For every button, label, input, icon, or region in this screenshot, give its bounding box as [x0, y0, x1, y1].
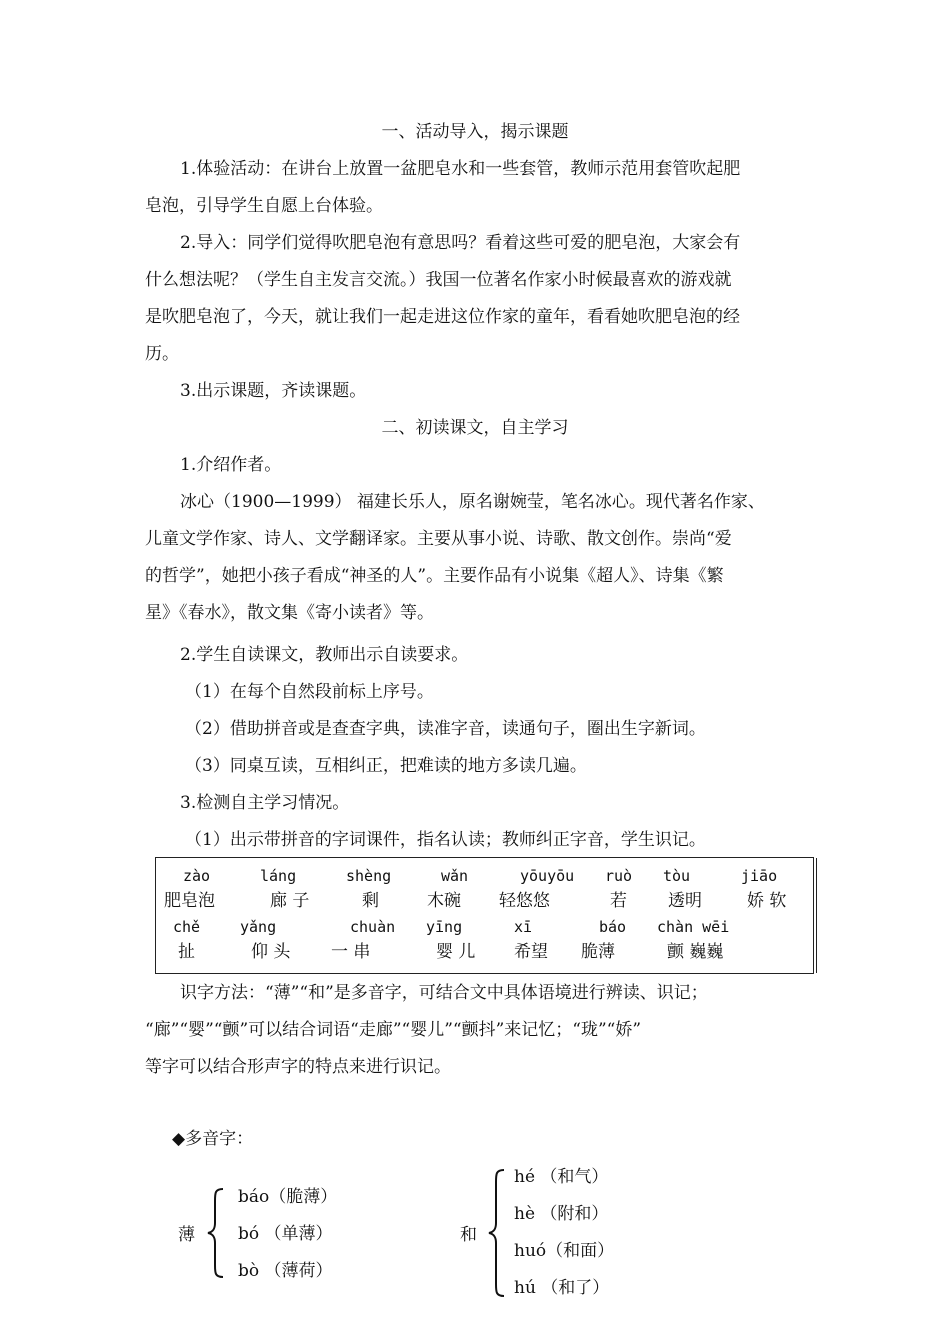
- vocab-word: 廊 子: [270, 891, 310, 911]
- author-intro: 儿童文学作家、诗人、文学翻译家。主要从事小说、诗歌、散文创作。崇尚“爱: [145, 529, 732, 549]
- vocab-word: 透明: [668, 891, 702, 911]
- vocab-word: 剩: [362, 891, 379, 911]
- brace-icon: [205, 1187, 227, 1279]
- pinyin-label: láng: [260, 867, 297, 885]
- polyphone-reading: huó（和面）: [514, 1241, 615, 1261]
- brace-icon: [486, 1168, 508, 1298]
- vocab-word: 婴 儿: [436, 942, 476, 962]
- section-heading-1: 一、活动导入，揭示课题: [381, 122, 569, 142]
- paragraph: 3.出示课题，齐读课题。: [180, 381, 367, 401]
- vocab-word: 颤 巍巍: [667, 942, 724, 962]
- pinyin-label: jiāo: [741, 867, 778, 885]
- pinyin-label: yīng: [426, 918, 463, 936]
- vocab-word: 肥皂泡: [164, 891, 215, 911]
- paragraph: 3.检测自主学习情况。: [180, 793, 350, 813]
- paragraph: 1.体验活动：在讲台上放置一盆肥皂水和一些套管，教师示范用套管吹起肥: [180, 159, 741, 179]
- paragraph: 是吹肥皂泡了，今天，就让我们一起走进这位作家的童年，看看她吹肥皂泡的经: [145, 307, 740, 327]
- vocab-word: 若: [610, 891, 627, 911]
- vocab-word: 仰 头: [251, 942, 291, 962]
- paragraph: 历。: [145, 344, 179, 364]
- requirement-item: （2）借助拼音或是查查字典，读准字音，读通句子，圈出生字新词。: [185, 719, 706, 739]
- pinyin-label: yōuyōu: [520, 867, 575, 885]
- pinyin-label: chě: [173, 918, 201, 936]
- polyphone-title: ◆多音字：: [172, 1129, 254, 1149]
- vocab-box: [155, 857, 814, 974]
- requirement-item: （1）在每个自然段前标上序号。: [185, 682, 434, 702]
- vocab-word: 一 串: [331, 942, 371, 962]
- paragraph: 2.导入：同学们觉得吹肥皂泡有意思吗？看着这些可爱的肥皂泡，大家会有: [180, 233, 741, 253]
- author-intro: 星》《春水》，散文集《寄小读者》等。: [145, 603, 434, 623]
- author-intro: 的哲学”，她把小孩子看成“神圣的人”。主要作品有小说集《超人》、诗集《繁: [145, 566, 724, 586]
- polyphone-reading: báo（脆薄）: [238, 1187, 338, 1207]
- pinyin-label: xī: [514, 918, 533, 936]
- author-intro: 冰心（1900—1999） 福建长乐人，原名谢婉莹，笔名冰心。现代著名作家、: [180, 492, 765, 512]
- paragraph: （1）出示带拼音的字词课件，指名认读；教师纠正字音，学生识记。: [185, 830, 706, 850]
- polyphone-char: 薄: [178, 1225, 195, 1245]
- polyphone-reading: hú （和了）: [514, 1278, 610, 1298]
- paragraph: 1.介绍作者。: [180, 455, 282, 475]
- polyphone-reading: bò （薄荷）: [238, 1261, 333, 1281]
- requirement-item: （3）同桌互读，互相纠正，把难读的地方多读几遍。: [185, 756, 587, 776]
- pinyin-label: shèng: [346, 867, 392, 885]
- vocab-word: 娇 软: [747, 891, 787, 911]
- method-note: 识字方法：“薄”“和”是多音字，可结合文中具体语境进行辨读、识记；: [180, 983, 708, 1003]
- vocab-word: 木碗: [427, 891, 461, 911]
- paragraph: 什么想法呢？（学生自主发言交流。）我国一位著名作家小时候最喜欢的游戏就: [145, 270, 732, 290]
- pinyin-label: ruò: [605, 867, 633, 885]
- method-note: “廊”“婴”“颤”可以结合词语“走廊”“婴儿”“颤抖”来记忆；“珑”“娇”: [145, 1020, 642, 1040]
- polyphone-reading: hé （和气）: [514, 1167, 609, 1187]
- pinyin-label: yǎng: [240, 918, 277, 936]
- pinyin-label: zào: [183, 867, 211, 885]
- polyphone-reading: hè （附和）: [514, 1204, 609, 1224]
- paragraph: 皂泡，引导学生自愿上台体验。: [145, 196, 383, 216]
- method-note: 等字可以结合形声字的特点来进行识记。: [145, 1057, 451, 1077]
- paragraph: 2.学生自读课文，教师出示自读要求。: [180, 645, 469, 665]
- pinyin-label: wǎn: [441, 867, 469, 885]
- vocab-word: 脆薄: [581, 942, 615, 962]
- vocab-word: 轻悠悠: [499, 891, 550, 911]
- pinyin-label: chàn wēi: [657, 918, 730, 936]
- pinyin-label: báo: [599, 918, 627, 936]
- polyphone-char: 和: [460, 1225, 477, 1245]
- pinyin-label: tòu: [663, 867, 691, 885]
- pinyin-label: chuàn: [350, 918, 396, 936]
- vocab-word: 希望: [514, 942, 548, 962]
- section-heading-2: 二、初读课文，自主学习: [381, 418, 569, 438]
- polyphone-reading: bó （单薄）: [238, 1224, 333, 1244]
- vocab-word: 扯: [178, 942, 195, 962]
